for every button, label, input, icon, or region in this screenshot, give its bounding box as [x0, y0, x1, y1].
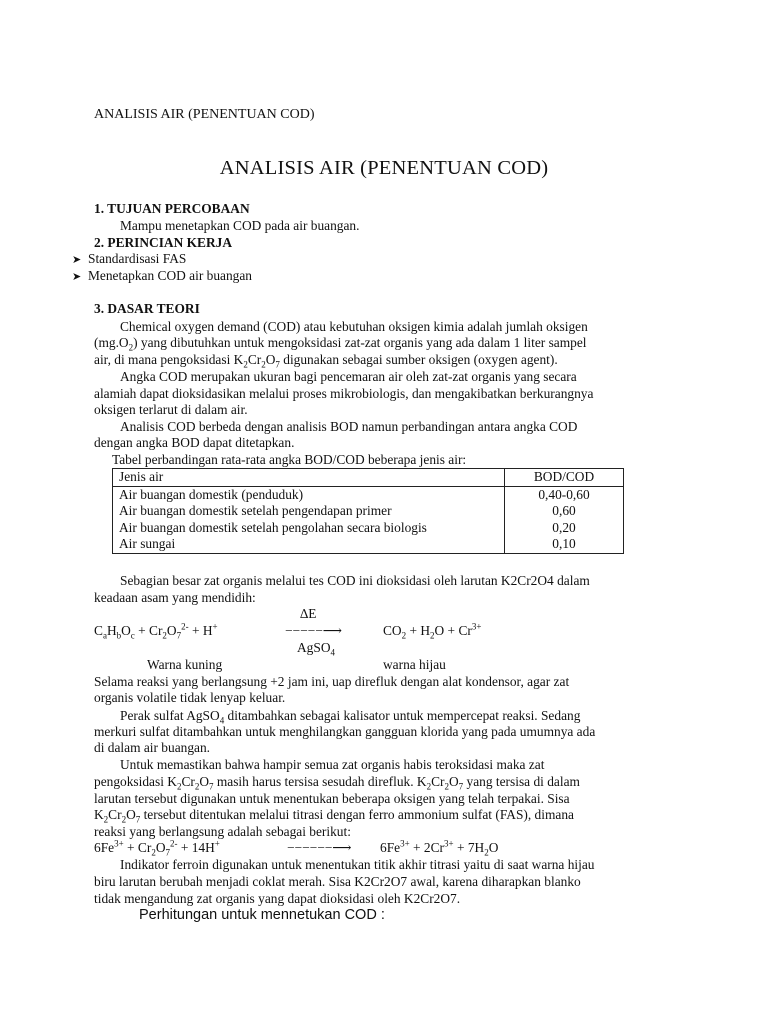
paragraph-line: Chemical oxygen demand (COD) atau kebutuhan oksigen kimia adalah jumlah oksigen: [120, 319, 588, 334]
s1-heading-text: 1. TUJUAN PERCOBAAN: [94, 201, 250, 216]
paragraph-line: keadaan asam yang mendidih:: [94, 590, 256, 605]
reaction-catalyst: AgSO$_4$: [297, 640, 335, 658]
s1-text: Mampu menetapkan COD pada air buangan.: [120, 218, 360, 233]
paragraph-line: alamiah dapat dioksidasikan melalui proses mikrobiologis, dan mengakibatkan berkurangnya: [94, 386, 594, 401]
reaction-arrow: −−−−−⟶: [285, 623, 342, 638]
paragraph-line: Untuk memastikan bahwa hampir semua zat organis habis teroksidasi maka zat: [120, 757, 545, 772]
table-row: [113, 503, 624, 520]
bod-cod-table: [112, 468, 624, 554]
page-header: ANALISIS AIR (PENENTUAN COD): [94, 107, 315, 122]
reaction-2-left: $6Fe^{3+} + Cr_2O_7^{2-} + 14H^+$: [94, 838, 220, 858]
reaction-label-right: warna hijau: [383, 657, 446, 672]
table-row: [113, 486, 624, 503]
paragraph-line: Selama reaksi yang berlangsung +2 jam ini, uap direfluk dengan alat kondensor, agar zat: [94, 674, 570, 689]
document-title: ANALISIS AIR (PENENTUAN COD): [219, 157, 549, 179]
table-row: [113, 536, 624, 553]
paragraph-line: dengan angka BOD dapat ditetapkan.: [94, 435, 295, 450]
reaction-right: $CO_2 + H_2O + Cr^{3+}$: [383, 621, 482, 641]
reaction-2-right: $6Fe^{3+} + 2Cr^{3+} + 7H_2O$: [380, 838, 499, 858]
table-cell: 0,60: [505, 503, 624, 520]
list-item: ➤ Standardisasi FAS: [72, 251, 187, 266]
table-cell: Air buangan domestik setelah pengolahan secara biologis: [113, 520, 505, 537]
table-cell: 0,40-0,60: [505, 486, 624, 503]
paragraph-line: Perak sulfat AgSO$_4$ ditambahkan sebagai kalisator untuk mempercepat reaksi. Sedang: [120, 708, 581, 726]
reaction-2-arrow: −−−−−−⟶: [287, 840, 352, 855]
section-1-heading: [94, 200, 250, 217]
table-cell: Air buangan domestik (penduduk): [113, 486, 505, 503]
list-item: ➤ Menetapkan COD air buangan: [72, 268, 252, 283]
table-cell: Air buangan domestik setelah pengendapan primer: [113, 503, 505, 520]
paragraph-line: $K_2Cr_2O_7$ tersebut ditentukan melalui titrasi dengan ferro ammonium sulfat (FAS), dimana: [94, 807, 574, 825]
table-cell: 0,10: [505, 536, 624, 553]
table-header-row: [113, 469, 624, 487]
section-3-heading: 3. DASAR TEORI: [94, 301, 200, 316]
paragraph-line: Analisis COD berbeda dengan analisis BOD namun perbandingan antara angka COD: [120, 419, 578, 434]
paragraph-line: Indikator ferroin digunakan untuk menentukan titik akhir titrasi yaitu di saat warna hijau: [120, 857, 595, 872]
reaction-label-left: Warna kuning: [147, 657, 223, 672]
paragraph-line: pengoksidasi $K_2Cr_2O_7$ masih harus tersisa sesudah direfluk. $K_2Cr_2O_7$ yang tersisa di dalam: [94, 774, 580, 792]
paragraph-line: di dalam air buangan.: [94, 740, 211, 755]
table-row: [113, 520, 624, 537]
column-header: BOD/COD: [505, 469, 624, 487]
paragraph-line: Angka COD merupakan ukuran bagi pencemaran air oleh zat-zat organis yang secara: [120, 369, 577, 384]
paragraph-line: $(mg.O_2)$ yang dibutuhkan untuk mengoksidasi zat-zat organis yang ada dalam 1 liter sampel: [94, 335, 587, 353]
column-header: Jenis air: [113, 469, 505, 487]
table-cell: Air sungai: [113, 536, 505, 553]
paragraph-line: tidak mengandung zat organis yang dapat dioksidasi oleh K2Cr2O7.: [94, 891, 461, 906]
paragraph-line: biru larutan berubah menjadi coklat merah. Sisa K2Cr2O7 awal, karena diharapkan blanko: [94, 874, 581, 889]
table-cell: 0,20: [505, 520, 624, 537]
arrowhead-bullet-icon: ➤: [72, 270, 82, 283]
table-caption: Tabel perbandingan rata-rata angka BOD/COD beberapa jenis air:: [112, 452, 467, 467]
reaction-left: $C_aH_bO_c + Cr_2O_7^{2-} + H^+$: [94, 621, 218, 641]
paragraph-line: merkuri sulfat ditambahkan untuk menghilangkan gangguan klorida yang pada umumnya ada: [94, 724, 596, 739]
paragraph-line: reaksi yang berlangsung adalah sebagai berikut:: [94, 824, 351, 839]
section-2-heading: 2. PERINCIAN KERJA: [94, 235, 233, 250]
paragraph-line: Sebagian besar zat organis melalui tes COD ini dioksidasi oleh larutan K2Cr2O4 dalam: [120, 573, 590, 588]
calculation-heading: Perhitungan untuk mennetukan COD :: [139, 907, 385, 923]
paragraph-line: oksigen terlarut di dalam air.: [94, 402, 248, 417]
paragraph-line: organis volatile tidak lenyap keluar.: [94, 690, 286, 705]
reaction-delta-label: ∆E: [300, 606, 317, 621]
arrowhead-bullet-icon: ➤: [72, 253, 82, 266]
paragraph-line: larutan tersebut digunakan untuk menentukan beberapa oksigen yang telah terpakai. Sisa: [94, 791, 570, 806]
paragraph-line: air, di mana pengoksidasi $K_2Cr_2O_7$ digunakan sebagai sumber oksigen (oxygen agent).: [94, 352, 558, 370]
